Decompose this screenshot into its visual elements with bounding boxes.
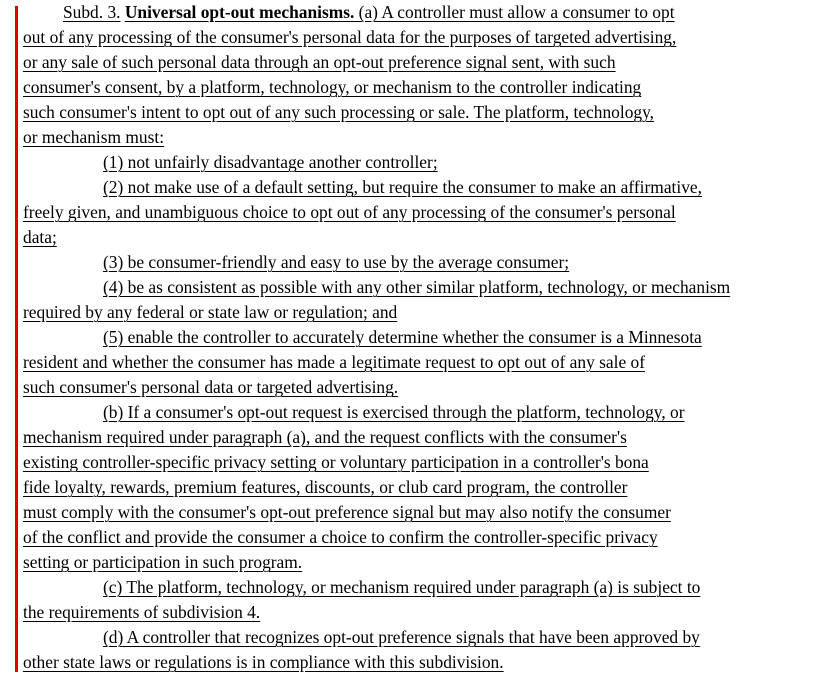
text-line: the requirements of subdivision 4. — [23, 602, 261, 622]
text-line: or mechanism must: — [23, 127, 165, 147]
text-line: other state laws or regulations is in compliance with this subdivision. — [23, 652, 504, 672]
clause-1-line: (1) not unfairly disadvantage another controller; — [103, 152, 438, 172]
clause-4-line: (4) be as consistent as possible with any other similar platform, technology, or mechanism — [103, 277, 731, 297]
text-line: mechanism required under paragraph (a), and the request conflicts with the consumer's — [23, 427, 627, 447]
text-line: consumer's consent, by a platform, technology, or mechanism to the controller indicating — [23, 77, 642, 97]
text-line: out of any processing of the consumer's personal data for the purposes of targeted advertising, — [23, 27, 677, 47]
subdivision-intro-text: (a) A controller must allow a consumer to opt — [354, 2, 675, 22]
text-line: required by any federal or state law or regulation; and — [23, 302, 398, 322]
subdivision-heading-line — [23, 0, 828, 25]
revision-margin-bar — [15, 6, 18, 672]
statute-text — [23, 0, 828, 675]
text-line: fide loyalty, rewards, premium features, discounts, or club card program, the controller — [23, 477, 628, 497]
text-line: such consumer's intent to opt out of any such processing or sale. The platform, technology, — [23, 102, 654, 122]
subdivision-heading: Universal opt-out mechanisms. — [124, 2, 355, 22]
text-line: or any sale of such personal data through an opt-out preference signal sent, with such — [23, 52, 616, 72]
clause-3-line: (3) be consumer-friendly and easy to use by the average consumer; — [103, 252, 570, 272]
text-line: such consumer's personal data or targeted advertising. — [23, 377, 399, 397]
paragraph-b-line: (b) If a consumer's opt-out request is exercised through the platform, technology, or — [103, 402, 685, 422]
text-line: data; — [23, 227, 57, 247]
subdivision-label: Subd. 3. — [63, 2, 121, 22]
clause-2-line: (2) not make use of a default setting, but require the consumer to make an affirmative, — [103, 177, 702, 197]
paragraph-c-line: (c) The platform, technology, or mechanism required under paragraph (a) is subject to — [103, 577, 701, 597]
text-line: setting or participation in such program. — [23, 552, 303, 572]
text-line: existing controller-specific privacy setting or voluntary participation in a controller's bona — [23, 452, 649, 472]
paragraph-d-line: (d) A controller that recognizes opt-out preference signals that have been approved by — [103, 627, 700, 647]
text-line: of the conflict and provide the consumer a choice to confirm the controller-specific privacy — [23, 527, 658, 547]
text-line: freely given, and unambiguous choice to opt out of any processing of the consumer's personal — [23, 202, 676, 222]
text-line: resident and whether the consumer has made a legitimate request to opt out of any sale of — [23, 352, 645, 372]
clause-5-line: (5) enable the controller to accurately determine whether the consumer is a Minnesota — [103, 327, 702, 347]
text-line: must comply with the consumer's opt-out preference signal but may also notify the consumer — [23, 502, 671, 522]
